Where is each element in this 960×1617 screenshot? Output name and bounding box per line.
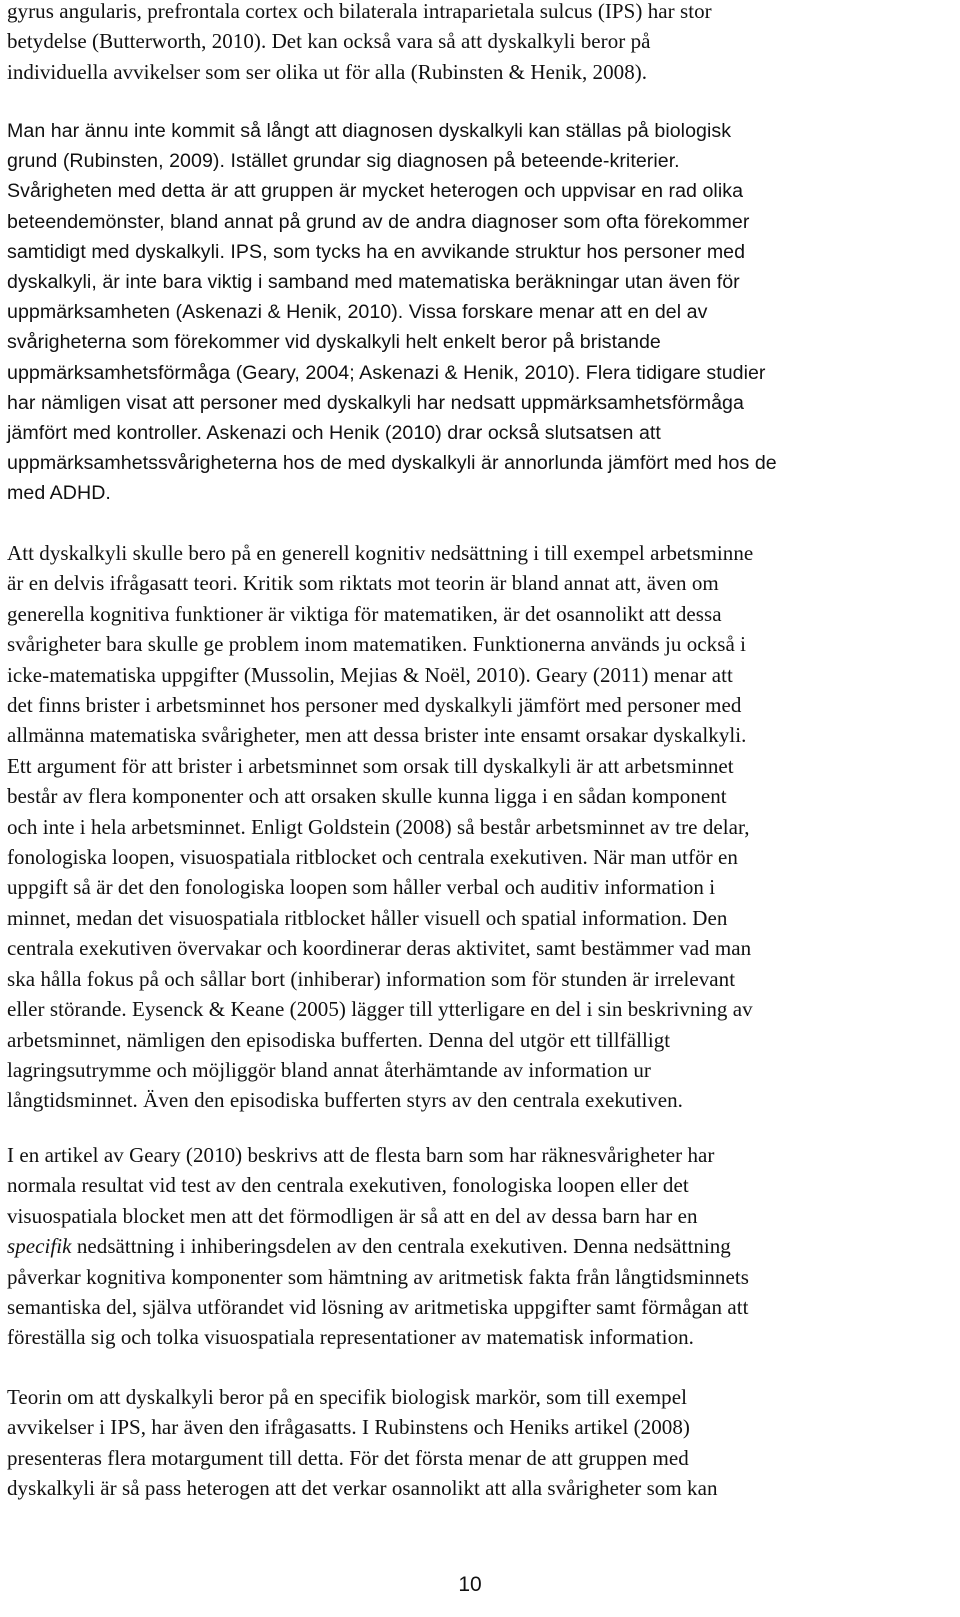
text-line: uppgift så är det den fonologiska loopen som håller verbal och auditiv information i — [7, 875, 716, 900]
text-line: individuella avvikelser som ser olika ut för alla (Rubinsten & Henik, 2008). — [7, 59, 648, 84]
text-line: allmänna matematiska svårigheter, men att dessa brister inte ensamt orsakar dyskalkyli. — [7, 723, 747, 748]
text-line: centrala exekutiven övervakar och koordinerar deras aktivitet, samt bestämmer vad man — [7, 936, 752, 961]
text-line: Att dyskalkyli skulle bero på en generell kognitiv nedsättning i till exempel arbetsminne — [7, 541, 754, 565]
text-line: dyskalkyli, är inte bara viktig i samband med matematiska beräkningar utan även för — [7, 271, 740, 294]
text-line: dyskalkyli är så pass heterogen att det verkar osannolikt att alla svårigheter som kan — [7, 1476, 718, 1501]
text-line: Ett argument för att brister i arbetsminnet som orsak till dyskalkyli är att arbetsminnet — [7, 753, 734, 778]
text-line: visuospatiala blocket men att det förmodligen är så att en del av dessa barn har en — [7, 1203, 698, 1228]
text-line: har nämligen visat att personer med dyskalkyli har nedsatt uppmärksamhetsförmåga — [7, 391, 744, 414]
text-line: uppmärksamheten (Askenazi & Henik, 2010). Vissa forskare menar att en del av — [7, 301, 708, 324]
text-line: består av flera komponenter och att orsaken skulle kunna ligga i en sådan komponent — [7, 784, 727, 809]
text-line: avvikelser i IPS, har även den ifrågasatts. I Rubinstens och Heniks artikel (2008) — [7, 1415, 690, 1440]
italic-term: specifik — [7, 1234, 72, 1259]
text-line: samtidigt med dyskalkyli. IPS, som tycks ha en avvikande struktur hos personer med — [7, 240, 746, 263]
text-line: det finns brister i arbetsminnet hos personer med dyskalkyli jämfört med personer med — [7, 693, 742, 718]
text-line: Man har ännu inte kommit så långt att diagnosen dyskalkyli kan ställas på biologisk — [7, 120, 732, 142]
text-line: semantiska del, själva utförandet vid lösning av aritmetiska uppgifter samt förmågan att — [7, 1295, 749, 1320]
text-line: och inte i hela arbetsminnet. Enligt Goldstein (2008) så består arbetsminnet av tre delar, — [7, 814, 750, 839]
text-line: Teorin om att dyskalkyli beror på en specifik biologisk markör, som till exempel — [7, 1385, 687, 1409]
paragraph-3 — [7, 538, 935, 1116]
text-line: beteendemönster, bland annat på grund av de andra diagnoser som ofta förekommer — [7, 210, 750, 233]
text-line: icke-matematiska uppgifter (Mussolin, Mejias & Noël, 2010). Geary (2011) menar att — [7, 662, 733, 687]
text-line: gyrus angularis, prefrontala cortex och bilaterala intraparietala sulcus (IPS) har stor — [7, 0, 712, 23]
text-line: presenteras flera motargument till detta. För det första menar de att gruppen med — [7, 1445, 689, 1470]
text-line: betydelse (Butterworth, 2010). Det kan också vara så att dyskalkyli beror på — [7, 29, 651, 54]
text-line: med ADHD. — [7, 482, 111, 505]
text-line: minnet, medan det visuospatiala ritblocket håller visuell och spatial information. Den — [7, 905, 728, 930]
text-line: jämfört med kontroller. Askenazi och Henik (2010) drar också slutsatsen att — [7, 422, 661, 445]
text-line: grund (Rubinsten, 2009). Istället grundar sig diagnosen på beteende-kriterier. — [7, 150, 680, 173]
text-line: föreställa sig och tolka visuospatiala representationer av matematisk information. — [7, 1325, 694, 1350]
text-line: uppmärksamhetssvårigheterna hos de med dyskalkyli är annorlunda jämfört med hos de — [7, 452, 777, 475]
text-line: Svårigheten med detta är att gruppen är mycket heterogen och uppvisar en rad olika — [7, 180, 744, 203]
text-line: arbetsminnet, nämligen den episodiska bufferten. Denna del utgör ett tillfälligt — [7, 1027, 671, 1052]
text-line: generella kognitiva funktioner är viktiga för matematiken, är det osannolikt att dessa — [7, 601, 722, 626]
text-line: påverkar kognitiva komponenter som hämtning av aritmetisk fakta från långtidsminnets — [7, 1264, 749, 1289]
text-line: lagringsutrymme och möjliggör bland annat återhämtande av information ur — [7, 1057, 651, 1082]
text-line: I en artikel av Geary (2010) beskrivs att de flesta barn som har räknesvårigheter har — [7, 1143, 715, 1167]
text-line: långtidsminnet. Även den episodiska bufferten styrs av den centrala exekutiven. — [7, 1088, 683, 1113]
text-line: svårigheter bara skulle ge problem inom matematiken. Funktionerna används ju också i — [7, 632, 746, 657]
text-line: fonologiska loopen, visuospatiala ritblocket och centrala exekutiven. När man utför en — [7, 845, 738, 870]
paragraph-1 — [7, 0, 935, 87]
page-number: 10 — [458, 1573, 482, 1596]
text-line: ska hålla fokus på och sållar bort (inhiberar) information som för stunden är irrelevant — [7, 966, 736, 991]
paragraph-4 — [7, 1140, 935, 1353]
text-line: specifik nedsättning i inhiberingsdelen av den centrala exekutiven. Denna nedsättning — [7, 1234, 731, 1259]
text-line: eller störande. Eysenck & Keane (2005) lägger till ytterligare en del i sin beskrivning av — [7, 997, 753, 1022]
text-line: uppmärksamhetsförmåga (Geary, 2004; Askenazi & Henik, 2010). Flera tidigare studier — [7, 361, 766, 384]
paragraph-5 — [7, 1382, 935, 1504]
text-line: normala resultat vid test av den centrala exekutiven, fonologiska loopen eller det — [7, 1173, 689, 1198]
text-line: svårigheterna som förekommer vid dyskalkyli helt enkelt beror på bristande — [7, 331, 661, 354]
paragraph-2 — [7, 116, 935, 509]
text-line: är en delvis ifrågasatt teori. Kritik som riktats mot teorin är bland annat att, även om — [7, 571, 719, 596]
